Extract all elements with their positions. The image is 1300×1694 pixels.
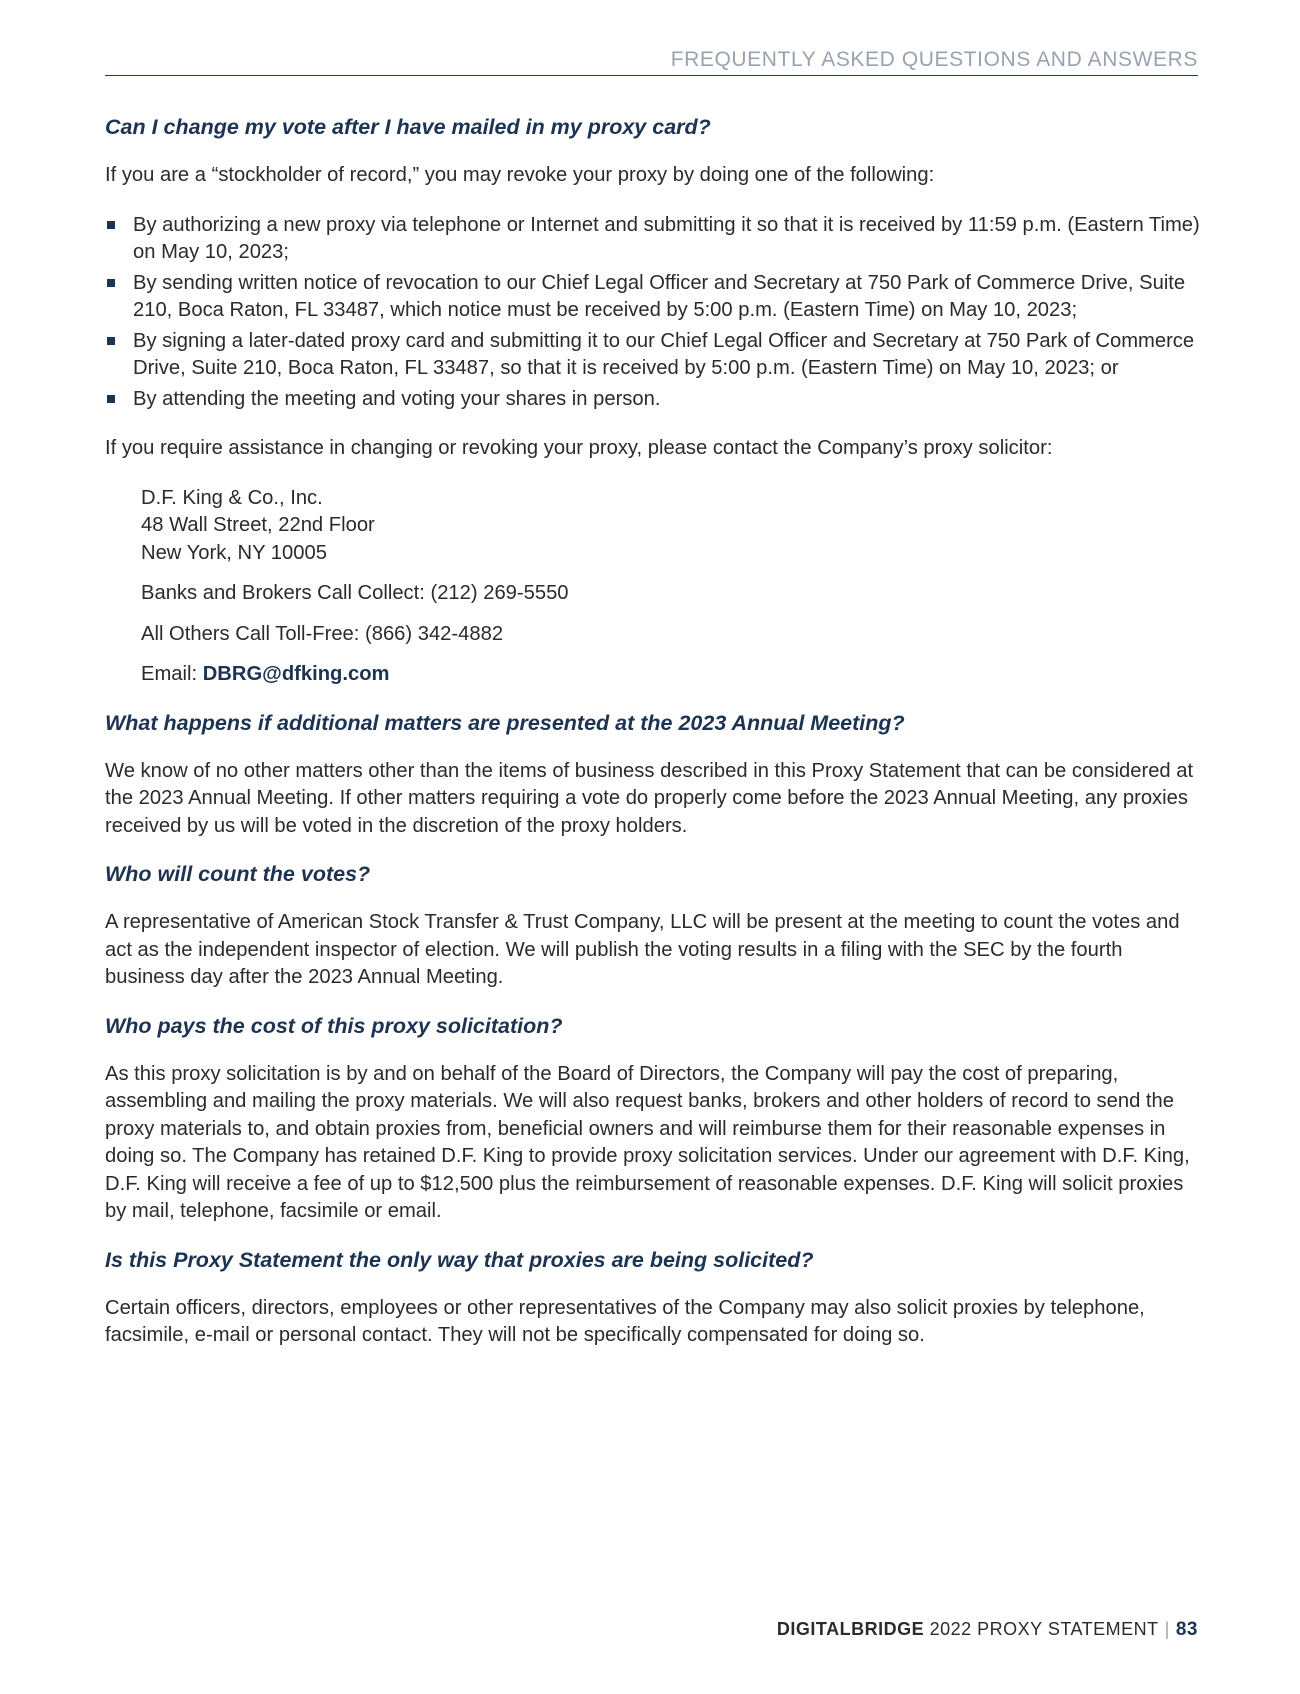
page-footer: [777, 1619, 1198, 1641]
answer-only-way: Certain officers, directors, employees or other representatives of the Company may also solicit proxies by telephone, facsimile, e-mail or personal contact. They will not be specifically compensated for doing so.: [105, 1296, 1145, 1346]
list-item: [105, 212, 1200, 267]
section-title: FREQUENTLY ASKED QUESTIONS AND ANSWERS: [670, 48, 1198, 71]
square-bullet-icon: [107, 395, 115, 403]
proxy-solicitor-contact: [105, 485, 1200, 689]
square-bullet-icon: [107, 279, 115, 287]
contact-address-line1: 48 Wall Street, 22nd Floor: [141, 514, 375, 536]
footer-brand: DIGITALBRIDGE: [776, 1619, 925, 1639]
question-change-vote: Can I change my vote after I have mailed in my proxy card?: [105, 115, 711, 139]
contact-toll-free-phone: All Others Call Toll-Free: (866) 342-4882: [141, 622, 504, 645]
list-item: [105, 328, 1200, 383]
email-label: Email:: [141, 663, 203, 685]
question-only-way: Is this Proxy Statement the only way that proxies are being solicited?: [105, 1247, 814, 1272]
faq-content: [105, 115, 1200, 1372]
answer-cost: As this proxy solicitation is by and on behalf of the Board of Directors, the Company will pay the cost of preparing, assembling and mailing the proxy materials. We will also request banks, brokers and other holders of record to send the proxy materials to, and obtain proxies from, beneficial owners and will reimburse them for their reasonable expenses in doing so. The Company has retained D.F. King to provide proxy solicitation services. Under our agreement with D.F. King, D.F. King will receive a fee of up to $12,500 plus the reimbursement of reasonable expenses. D.F. King will solicit proxies by mail, telephone, facsimile or email.: [105, 1062, 1190, 1222]
list-item: [105, 270, 1200, 325]
list-item-text: By signing a later-dated proxy card and submitting it to our Chief Legal Officer and Secretary at 750 Park of Commerce Drive, Suite 210, Boca Raton, FL 33487, so that it is received by 5:00 p.m. (Eastern Time) on May 10, 2023; or: [133, 329, 1195, 379]
question-additional-matters: What happens if additional matters are presented at the 2023 Annual Meeting?: [105, 710, 905, 735]
contact-address-line2: New York, NY 10005: [141, 541, 327, 564]
answer-count-votes: A representative of American Stock Transfer & Trust Company, LLC will be present at the meeting to count the votes and act as the independent inspector of election. We will publish the voting results in a filing with the SEC by the fourth business day after the 2023 Annual Meeting.: [105, 911, 1180, 988]
question-count-votes: Who will count the votes?: [105, 862, 371, 886]
list-item-text: By authorizing a new proxy via telephone or Internet and submitting it so that it is received by 11:59 p.m. (Eastern Time) on May 10, 2023;: [133, 213, 1200, 263]
email-link[interactable]: DBRG@dfking.com: [202, 663, 390, 685]
list-item-text: By attending the meeting and voting your shares in person.: [133, 387, 661, 410]
square-bullet-icon: [107, 221, 115, 229]
footer-separator: |: [1164, 1619, 1170, 1639]
list-item: [105, 386, 1200, 414]
answer-additional-matters: We know of no other matters other than the items of business described in this Proxy Statement that can be considered at the 2023 Annual Meeting. If other matters requiring a vote do properly come before the 2023 Annual Meeting, any proxies received by us will be voted in the discretion of the proxy holders.: [105, 759, 1194, 837]
revoke-options-list: [105, 212, 1200, 414]
square-bullet-icon: [107, 337, 115, 345]
page-number: 83: [1175, 1619, 1198, 1640]
contact-email-line: [141, 661, 1200, 689]
page-header: [105, 48, 1198, 76]
question-cost: Who pays the cost of this proxy solicitation?: [105, 1013, 563, 1038]
change-vote-intro: If you are a “stockholder of record,” you may revoke your proxy by doing one of the following:: [105, 164, 935, 186]
assistance-text: If you require assistance in changing or revoking your proxy, please contact the Company’s proxy solicitor:: [105, 437, 1053, 459]
contact-banks-brokers-phone: Banks and Brokers Call Collect: (212) 269-5550: [141, 582, 569, 604]
list-item-text: By sending written notice of revocation to our Chief Legal Officer and Secretary at 750 Park of Commerce Drive, Suite 210, Boca Raton, FL 33487, which notice must be received by 5:00 p.m. (Eastern Time) on May 10, 2023;: [133, 271, 1186, 321]
contact-name: D.F. King & Co., Inc.: [141, 486, 323, 509]
footer-doc-title: 2022 PROXY STATEMENT: [924, 1619, 1159, 1639]
